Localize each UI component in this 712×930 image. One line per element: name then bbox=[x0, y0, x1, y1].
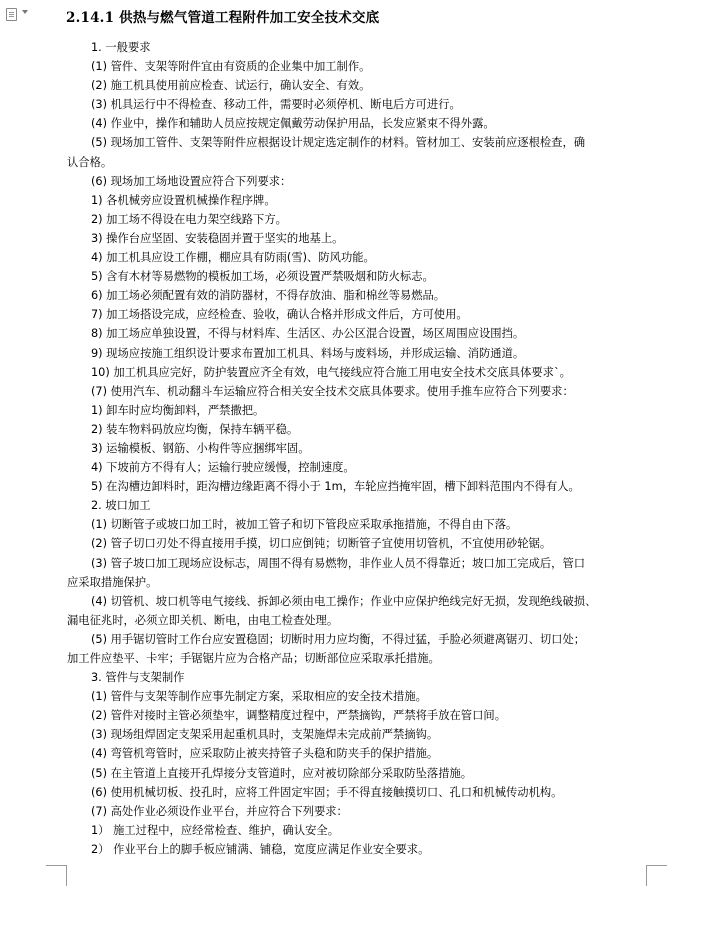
paragraph-line: 1） 施工过程中，应经常检查、维护，确认安全。 bbox=[91, 823, 340, 837]
paragraph-line: (6) 现场加工场地设置应符合下列要求： bbox=[91, 174, 292, 188]
paragraph-line: (6) 使用机械切板、投孔时，应将工件固定牢固；手不得直接触摸切口、孔口和机械传动机构。 bbox=[91, 785, 563, 799]
paragraph-line: 加工件应垫平、卡牢；手锯锯片应为合格产品；切断部位应采取承托措施。 bbox=[67, 652, 440, 665]
page-margin-corner-right bbox=[646, 865, 667, 886]
paragraph-line: (1) 切断管子或坡口加工时，被加工管子和切下管段应采取承拖措施，不得自由下落。 bbox=[91, 518, 518, 532]
paragraph-line: 9) 现场应按施工组织设计要求布置加工机具、料场与废料场，并形成运输、消防通道。 bbox=[91, 346, 525, 360]
chevron-down-icon[interactable] bbox=[22, 10, 28, 14]
paragraph-line: (2) 管子切口刃处不得直接用手摸，切口应倒钝；切断管子宜使用切管机，不宜使用砂轮锯。 bbox=[91, 537, 552, 551]
page-margin-corner-left bbox=[46, 865, 67, 886]
paragraph-line: 3) 运输模板、钢筋、小构件等应捆绑牢固。 bbox=[91, 441, 310, 455]
paragraph-line: (1) 管件与支架等制作应事先制定方案，采取相应的安全技术措施。 bbox=[91, 690, 427, 704]
paragraph-line: (7) 高处作业必须设作业平台，并应符合下列要求： bbox=[91, 804, 348, 818]
paragraph-line: 3. 管件与支架制作 bbox=[91, 671, 185, 685]
paragraph-line: (4) 弯管机弯管时，应采取防止被夹持管子头稳和防夹手的保护措施。 bbox=[91, 747, 439, 761]
paragraph-line: 10) 加工机具应完好，防护装置应齐全有效，电气接线应符合施工用电安全技术交底具体要求`。 bbox=[91, 365, 571, 379]
paragraph-line: 8) 加工场应单独设置，不得与材料库、生活区、办公区混合设置，场区周围应设围挡。 bbox=[91, 327, 525, 341]
paragraph-line: 1. 一般要求 bbox=[91, 41, 151, 54]
paragraph-line: (1) 管件、支架等附件宜由有资质的企业集中加工制作。 bbox=[91, 60, 371, 74]
document-body bbox=[67, 38, 647, 859]
paragraph-line: 2） 作业平台上的脚手板应铺满、铺稳，宽度应满足作业安全要求。 bbox=[91, 842, 430, 856]
paragraph-line: 4) 下坡前方不得有人；运输行驶应缓慢，控制速度。 bbox=[91, 461, 355, 475]
paragraph-line: 5) 在沟槽边卸料时，距沟槽边缘距离不得小于 1m，车轮应挡掩牢固，槽下卸料范围内不得有人。 bbox=[91, 480, 580, 494]
paragraph-line: 7) 加工场搭设完成，应经检查、验收，确认合格并形成文件后，方可使用。 bbox=[91, 308, 468, 322]
paragraph-line: (3) 现场组焊固定支架采用起重机具时，支架施焊未完成前严禁摘钩。 bbox=[91, 728, 439, 742]
paragraph-line: 2) 加工场不得设在电力架空线路下方。 bbox=[91, 212, 287, 226]
paragraph-line: 6) 加工场必须配置有效的消防器材，不得存放油、脂和棉丝等易燃品。 bbox=[91, 289, 446, 303]
section-heading: 2.14.1 供热与燃气管道工程附件加工安全技术交底 bbox=[66, 10, 380, 26]
paragraph-line: (2) 施工机具使用前应检查、试运行，确认安全、有效。 bbox=[91, 79, 371, 93]
paragraph-line: 2) 装车物料码放应均衡，保持车辆平稳。 bbox=[91, 422, 299, 436]
paragraph-line: (2) 管件对接时主管必须垫牢，调整精度过程中，严禁摘钩，严禁将手放在管口间。 bbox=[91, 709, 506, 723]
paragraph-line: 应采取措施保护。 bbox=[67, 575, 158, 589]
paragraph-line: 漏电征兆时，必须立即关机、断电，由电工检查处理。 bbox=[67, 613, 339, 627]
paragraph-line: 5) 含有木材等易燃物的模板加工场，必须设置严禁吸烟和防火标志。 bbox=[91, 270, 434, 284]
paragraph-line: (5) 现场加工管件、支架等附件应根据设计规定选定制作的材料。管材加工、安装前应逐根检查，确 bbox=[91, 136, 586, 150]
paragraph-line: 1) 各机械旁应设置机械操作程序牌。 bbox=[91, 193, 276, 207]
paragraph-line: (3) 管子坡口加工现场应设标志，周围不得有易燃物，非作业人员不得靠近；坡口加工完成后，管口 bbox=[91, 556, 586, 570]
paragraph-line: 1) 卸车时应均衡卸料，严禁撒把。 bbox=[91, 403, 265, 417]
paragraph-line: 认合格。 bbox=[67, 155, 113, 169]
paragraph-line: (3) 机具运行中不得检查、移动工件，需要时必须停机、断电后方可进行。 bbox=[91, 98, 461, 112]
paragraph-line: (4) 切管机、坡口机等电气接线、拆卸必须由电工操作；作业中应保护绝线完好无损，发现绝线破损、 bbox=[91, 594, 597, 608]
paragraph-line: (7) 使用汽车、机动翻斗车运输应符合相关安全技术交底具体要求。使用手推车应符合下列要求： bbox=[91, 384, 574, 398]
paragraph-line: 3) 操作台应坚固、安装稳固并置于坚实的地基上。 bbox=[91, 231, 344, 245]
paragraph-line: (5) 在主管道上直接开孔焊接分支管道时，应对被切除部分采取防坠落措施。 bbox=[91, 766, 473, 780]
paragraph-line: (4) 作业中，操作和辅助人员应按规定佩戴劳动保护用品，长发应紧束不得外露。 bbox=[91, 117, 495, 131]
document-icon[interactable] bbox=[6, 8, 17, 21]
paragraph-line: 4) 加工机具应设工作棚，棚应具有防雨(雪)、防风功能。 bbox=[91, 251, 375, 265]
paragraph-line: 2. 坡口加工 bbox=[91, 499, 151, 513]
paragraph-line: (5) 用手锯切管时工作台应安置稳固；切断时用力应均衡，不得过猛，手脸必须避离锯刃、切口处； bbox=[91, 632, 586, 646]
